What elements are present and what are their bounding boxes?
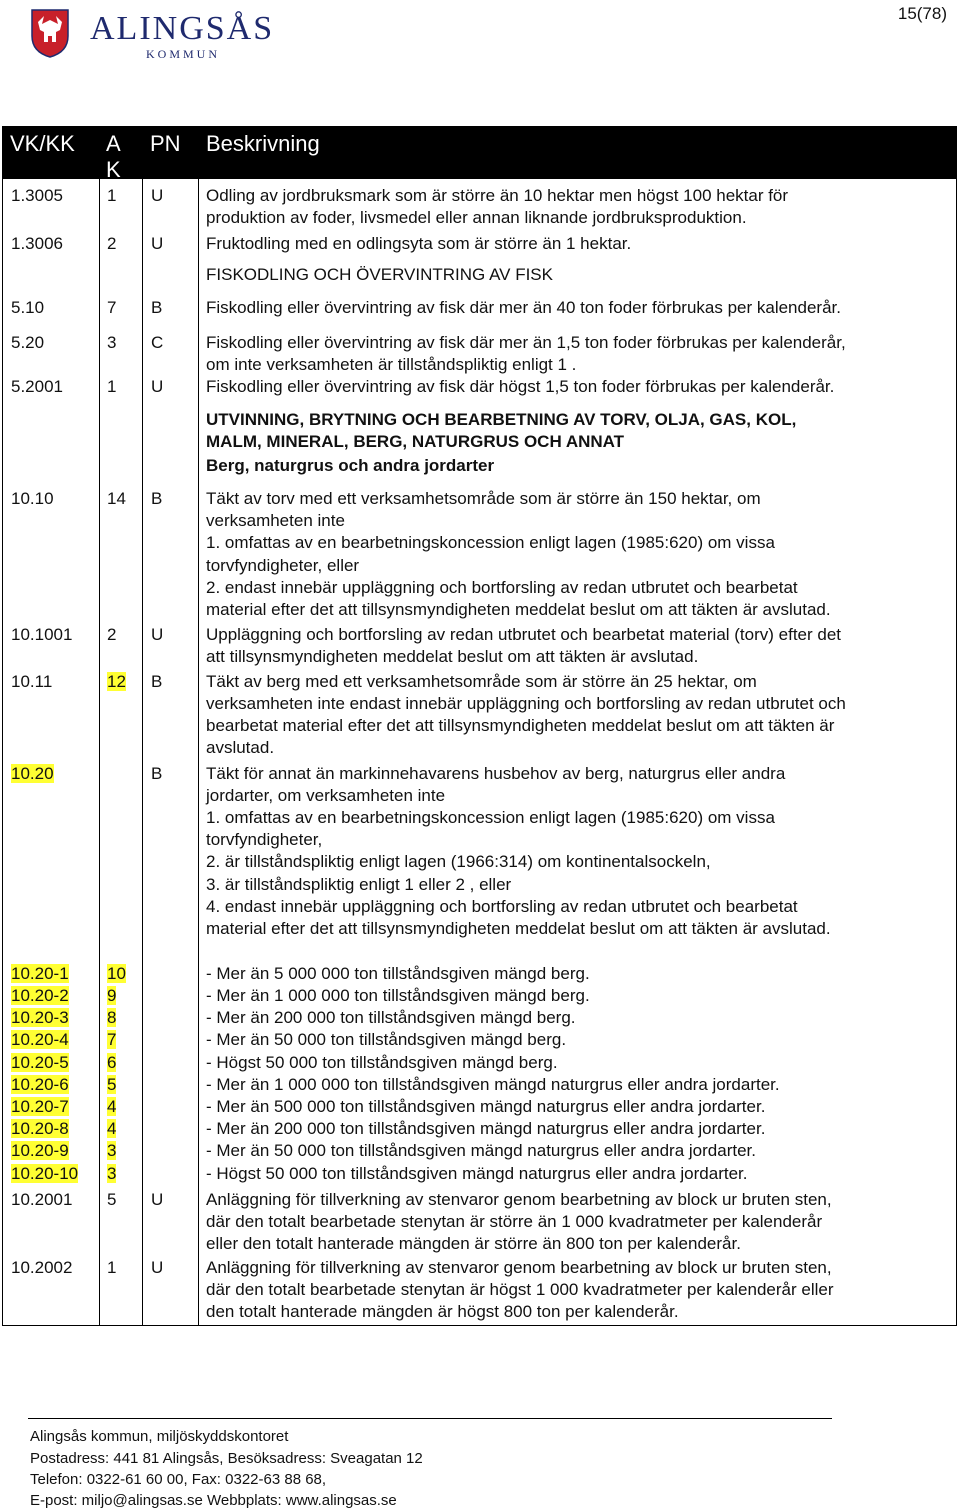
row-description: Fruktodling med en odlingsyta som är större än 1 hektar.	[206, 234, 632, 253]
sub-row-ak: 5	[107, 1075, 117, 1094]
sub-row-code: 10.20-3	[11, 1008, 69, 1027]
row-description: verksamheten inte	[206, 511, 345, 530]
row-ak: 3	[107, 333, 117, 352]
row-description: den totalt hanterade mängden är högst 800 ton per kalenderår.	[206, 1302, 679, 1321]
highlighted-value: 10.20	[11, 764, 54, 783]
coat-of-arms-icon	[30, 8, 70, 58]
sub-row-ak: 10	[107, 964, 126, 983]
row-ak: 1	[107, 377, 117, 396]
footer-divider	[28, 1418, 832, 1419]
row-code: 5.10	[11, 298, 45, 317]
row-ak: 1	[107, 186, 117, 205]
logo-subtitle: KOMMUN	[146, 47, 221, 61]
column-divider	[142, 127, 143, 1325]
page-number: 15(78)	[897, 4, 947, 23]
sub-row-ak: 3	[107, 1164, 117, 1183]
sub-row-code: 10.20-10	[11, 1164, 79, 1183]
row-description: där den totalt bearbetade stenytan är större än 1 000 kvadratmeter per kalenderår	[206, 1212, 823, 1231]
row-description: produktion av foder, livsmedel eller annan liknande jordbruksproduktion.	[206, 208, 747, 227]
column-divider	[198, 127, 199, 1325]
column-header-ak: A K	[106, 131, 121, 182]
sub-row-code: 10.20-8	[11, 1119, 69, 1138]
column-divider	[99, 127, 100, 1325]
row-code: 10.2001	[11, 1190, 73, 1209]
row-description: 2. är tillståndspliktig enligt lagen (1966:314) om kontinentalsockeln,	[206, 852, 711, 871]
sub-row-code: 10.20-9	[11, 1141, 69, 1160]
sub-row-code: 10.20-6	[11, 1075, 69, 1094]
row-description: Uppläggning och bortforsling av redan utbrutet och bearbetat material (torv) efter det	[206, 625, 842, 644]
row-code: 10.2002	[11, 1258, 73, 1277]
row-code: 5.2001	[11, 377, 63, 396]
sub-row-code: 10.20-1	[11, 964, 69, 983]
sub-row-ak: 7	[107, 1030, 117, 1049]
sub-row-description: - Mer än 50 000 ton tillståndsgiven mängd naturgrus eller andra jordarter.	[206, 1141, 756, 1160]
sub-row-ak: 6	[107, 1053, 117, 1072]
section-heading: FISKODLING OCH ÖVERVINTRING AV FISK	[206, 265, 553, 284]
logo-wordmark: ALINGSÅS	[90, 10, 275, 47]
row-description: Täkt av torv med ett verksamhetsområde som är större än 150 hektar, om	[206, 489, 761, 508]
sub-row-description: - Högst 50 000 ton tillståndsgiven mängd naturgrus eller andra jordarter.	[206, 1164, 748, 1183]
row-pn: B	[151, 764, 163, 783]
row-code: 1.3006	[11, 234, 63, 253]
row-description: Täkt för annat än markinnehavarens husbehov av berg, naturgrus eller andra	[206, 764, 786, 783]
column-header-description: Beskrivning	[206, 131, 320, 156]
sub-row-ak: 4	[107, 1119, 117, 1138]
row-description: material efter det att tillsynsmyndigheten meddelat beslut om att täkten är avslutad.	[206, 919, 831, 938]
footer-phone: Telefon: 0322-61 60 00, Fax: 0322-63 88 68,	[30, 1471, 327, 1488]
footer-contact: E-post: miljo@alingsas.se Webbplats: www.alingsas.se	[30, 1492, 397, 1509]
sub-row-ak: 9	[107, 986, 117, 1005]
row-pn: C	[151, 333, 164, 352]
row-description: material efter det att tillsynsmyndigheten meddelat beslut om att täkten är avslutad.	[206, 600, 831, 619]
row-pn: U	[151, 1258, 164, 1277]
sub-row-description: - Högst 50 000 ton tillståndsgiven mängd berg.	[206, 1053, 558, 1072]
sub-row-code: 10.20-2	[11, 986, 69, 1005]
activity-table	[2, 126, 957, 1326]
row-pn: B	[151, 672, 163, 691]
sub-row-description: - Mer än 1 000 000 ton tillståndsgiven mängd naturgrus eller andra jordarter.	[206, 1075, 780, 1094]
row-description: 1. omfattas av en bearbetningskoncession enligt lagen (1985:620) om vissa	[206, 533, 775, 552]
table-header	[3, 127, 956, 182]
row-description: 2. endast innebär uppläggning och bortforsling av redan utbrutet och bearbetat	[206, 578, 798, 597]
row-description: Fiskodling eller övervintring av fisk där mer än 1,5 ton foder förbrukas per kalenderår,	[206, 333, 846, 352]
row-description: där den totalt bearbetade stenytan är högst 1 000 kvadratmeter per kalenderår eller	[206, 1280, 834, 1299]
row-description: Fiskodling eller övervintring av fisk där mer än 40 ton foder förbrukas per kalenderår.	[206, 298, 841, 317]
sub-row-ak: 8	[107, 1008, 117, 1027]
row-pn: U	[151, 625, 164, 644]
row-description: Odling av jordbruksmark som är större än 10 hektar men högst 100 hektar för	[206, 186, 789, 205]
row-pn: B	[151, 489, 163, 508]
footer-organization: Alingsås kommun, miljöskyddskontoret	[30, 1428, 289, 1445]
sub-row-code: 10.20-4	[11, 1030, 69, 1049]
sub-row-description: - Mer än 500 000 ton tillståndsgiven mängd naturgrus eller andra jordarter.	[206, 1097, 766, 1116]
row-description: torvfyndigheter,	[206, 830, 323, 849]
row-description: Anläggning för tillverkning av stenvaror genom bearbetning av block ur bruten sten,	[206, 1258, 832, 1277]
row-description: torvfyndigheter, eller	[206, 556, 360, 575]
sub-row-ak: 4	[107, 1097, 117, 1116]
column-header-vkkk: VK/KK	[10, 131, 75, 156]
highlighted-value: 12	[107, 672, 126, 691]
sub-row-ak: 3	[107, 1141, 117, 1160]
row-code	[11, 763, 54, 785]
row-code: 5.20	[11, 333, 45, 352]
row-pn: U	[151, 234, 164, 253]
row-description: avslutad.	[206, 738, 275, 757]
row-ak: 7	[107, 298, 117, 317]
footer-address: Postadress: 441 81 Alingsås, Besöksadress: Sveagatan 12	[30, 1450, 423, 1467]
row-description: att tillsynsmyndigheten meddelat beslut om att täkten är avslutad.	[206, 647, 699, 666]
row-description: eller den totalt hanterade mängden är större än 800 ton per kalenderår.	[206, 1234, 741, 1253]
section-heading: MALM, MINERAL, BERG, NATURGRUS OCH ANNAT	[206, 432, 625, 451]
row-code: 10.1001	[11, 625, 73, 644]
column-header-pn: PN	[150, 131, 181, 156]
row-description: Fiskodling eller övervintring av fisk där högst 1,5 ton foder förbrukas per kalenderår.	[206, 377, 835, 396]
row-code: 10.11	[11, 672, 53, 691]
row-description: 3. är tillståndspliktig enligt 1 eller 2 , eller	[206, 875, 512, 894]
row-pn: U	[151, 1190, 164, 1209]
row-pn: B	[151, 298, 163, 317]
sub-row-code: 10.20-5	[11, 1053, 69, 1072]
sub-row-description: - Mer än 50 000 ton tillståndsgiven mängd berg.	[206, 1030, 567, 1049]
sub-row-description: - Mer än 1 000 000 ton tillståndsgiven mängd berg.	[206, 986, 590, 1005]
row-description: Anläggning för tillverkning av stenvaror genom bearbetning av block ur bruten sten,	[206, 1190, 832, 1209]
section-heading: UTVINNING, BRYTNING OCH BEARBETNING AV TORV, OLJA, GAS, KOL,	[206, 410, 797, 429]
row-pn: U	[151, 186, 164, 205]
sub-row-description: - Mer än 5 000 000 ton tillståndsgiven mängd berg.	[206, 964, 590, 983]
row-ak	[107, 671, 126, 693]
row-ak: 2	[107, 234, 117, 253]
row-description: Täkt av berg med ett verksamhetsområde som är större än 25 hektar, om	[206, 672, 757, 691]
row-code: 10.10	[11, 489, 54, 508]
sub-row-description: - Mer än 200 000 ton tillståndsgiven mängd naturgrus eller andra jordarter.	[206, 1119, 766, 1138]
section-subheading: Berg, naturgrus och andra jordarter	[206, 456, 495, 475]
row-code: 1.3005	[11, 186, 63, 205]
row-description: 1. omfattas av en bearbetningskoncession enligt lagen (1985:620) om vissa	[206, 808, 775, 827]
sub-row-description: - Mer än 200 000 ton tillståndsgiven mängd berg.	[206, 1008, 576, 1027]
sub-row-code: 10.20-7	[11, 1097, 69, 1116]
row-description: jordarter, om verksamheten inte	[206, 786, 446, 805]
row-ak: 2	[107, 625, 117, 644]
row-description: om inte verksamheten är tillståndspliktig enligt 1 .	[206, 355, 577, 374]
municipality-logo	[28, 6, 275, 62]
row-ak: 1	[107, 1258, 117, 1277]
row-ak: 14	[107, 489, 126, 508]
row-description: 4. endast innebär uppläggning och bortforsling av redan utbrutet och bearbetat	[206, 897, 798, 916]
row-pn: U	[151, 377, 164, 396]
row-description: verksamheten inte endast innebär uppläggning och bortforsling av redan utbrutet och	[206, 694, 846, 713]
row-description: bearbetat material efter det att tillsynsmyndigheten meddelat beslut om att täkten är	[206, 716, 835, 735]
row-ak: 5	[107, 1190, 117, 1209]
